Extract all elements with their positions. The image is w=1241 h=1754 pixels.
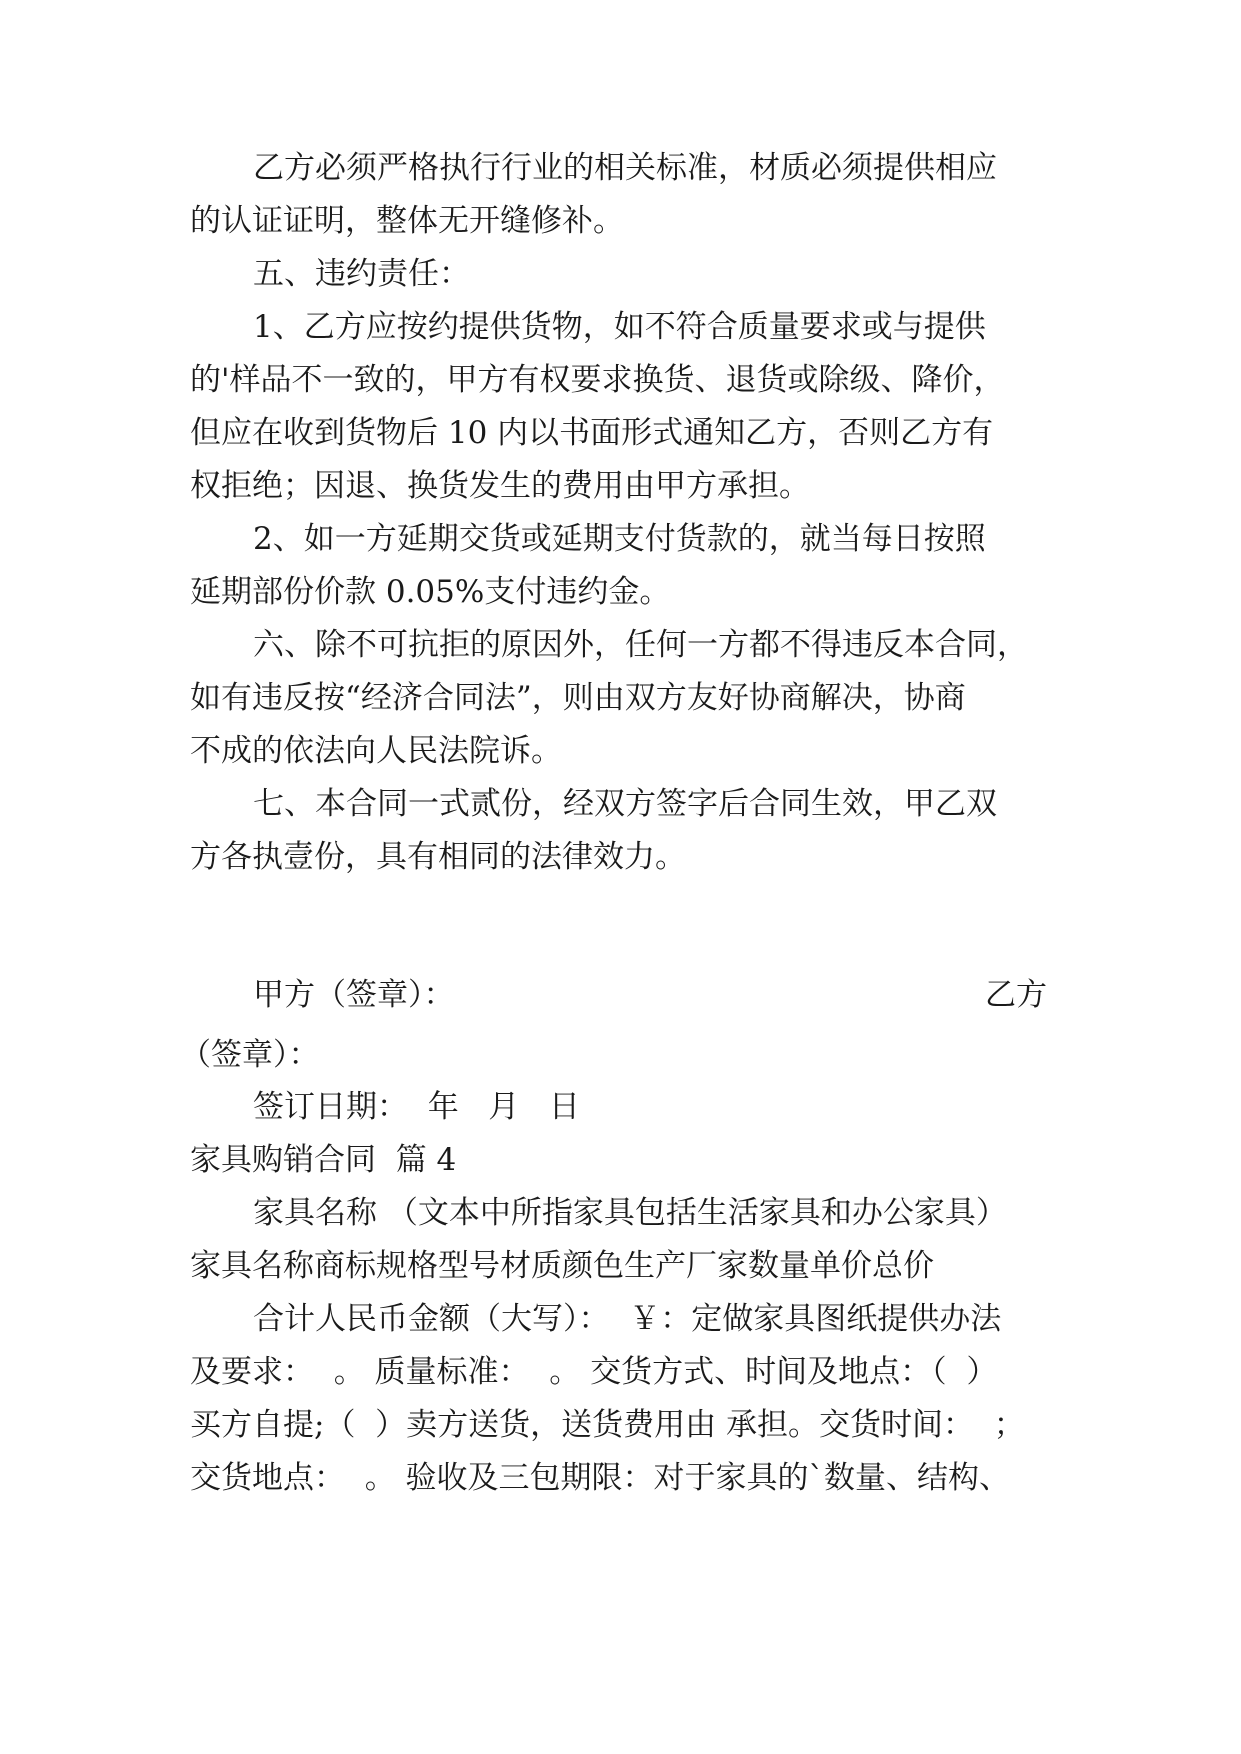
paragraph-line: 2、如一方延期交货或延期支付货款的，就当每日按照 [253,521,986,557]
paragraph-line: 如有违反按“经济合同法”，则由双方友好协商解决，协商 [190,680,966,716]
paragraph-line: 方各执壹份，具有相同的法律效力。 [190,839,686,875]
paragraph-line: 的认证证明，整体无开缝修补。 [190,203,624,239]
paragraph-line: 延期部份价款 0.05%支付违约金。 [190,574,671,610]
paragraph-line: 七、本合同一式贰份，经双方签字后合同生效，甲乙双 [253,786,997,822]
party-a-signature-label: 甲方（签章）： [253,977,455,1013]
section-title: 家具购销合同 篇 4 [190,1142,457,1178]
paragraph-line: 及要求： 。 质量标准： 。 交货方式、时间及地点：（ ） [190,1354,998,1390]
paragraph-line: 但应在收到货物后 10 内以书面形式通知乙方，否则乙方有 [190,415,994,451]
paragraph-line: 的'样品不一致的，甲方有权要求换货、退货或除级、降价， [190,362,1005,398]
paragraph-line: 1、乙方应按约提供货物，如不符合质量要求或与提供 [253,309,986,345]
paragraph-line: 六、除不可抗拒的原因外，任何一方都不得违反本合同， [253,627,1028,663]
paragraph-line: 合计人民币金额（大写）： ￥：定做家具图纸提供办法 [253,1301,1002,1337]
section-heading: 五、违约责任： [253,256,470,292]
paragraph-line: 乙方必须严格执行行业的相关标准，材质必须提供相应 [253,150,997,186]
party-b-signature-continuation: （签章）： [180,1037,320,1073]
paragraph-line: 不成的依法向人民法院诉。 [190,733,562,769]
paragraph-line: 权拒绝；因退、换货发生的费用由甲方承担。 [190,468,810,504]
signing-date-label: 签订日期： 年 月 日 [253,1089,580,1125]
paragraph-line: 买方自提;（ ）卖方送货，送货费用由 承担。交货时间： ； [190,1407,1025,1443]
paragraph-line: 家具名称 （文本中所指家具包括生活家具和办公家具） [253,1195,1007,1231]
paragraph-line: 家具名称商标规格型号材质颜色生产厂家数量单价总价 [190,1248,934,1284]
party-b-signature-label: 乙方 [985,977,1047,1013]
paragraph-line: 交货地点： 。 验收及三包期限：对于家具的`数量、结构、 [190,1460,1011,1496]
